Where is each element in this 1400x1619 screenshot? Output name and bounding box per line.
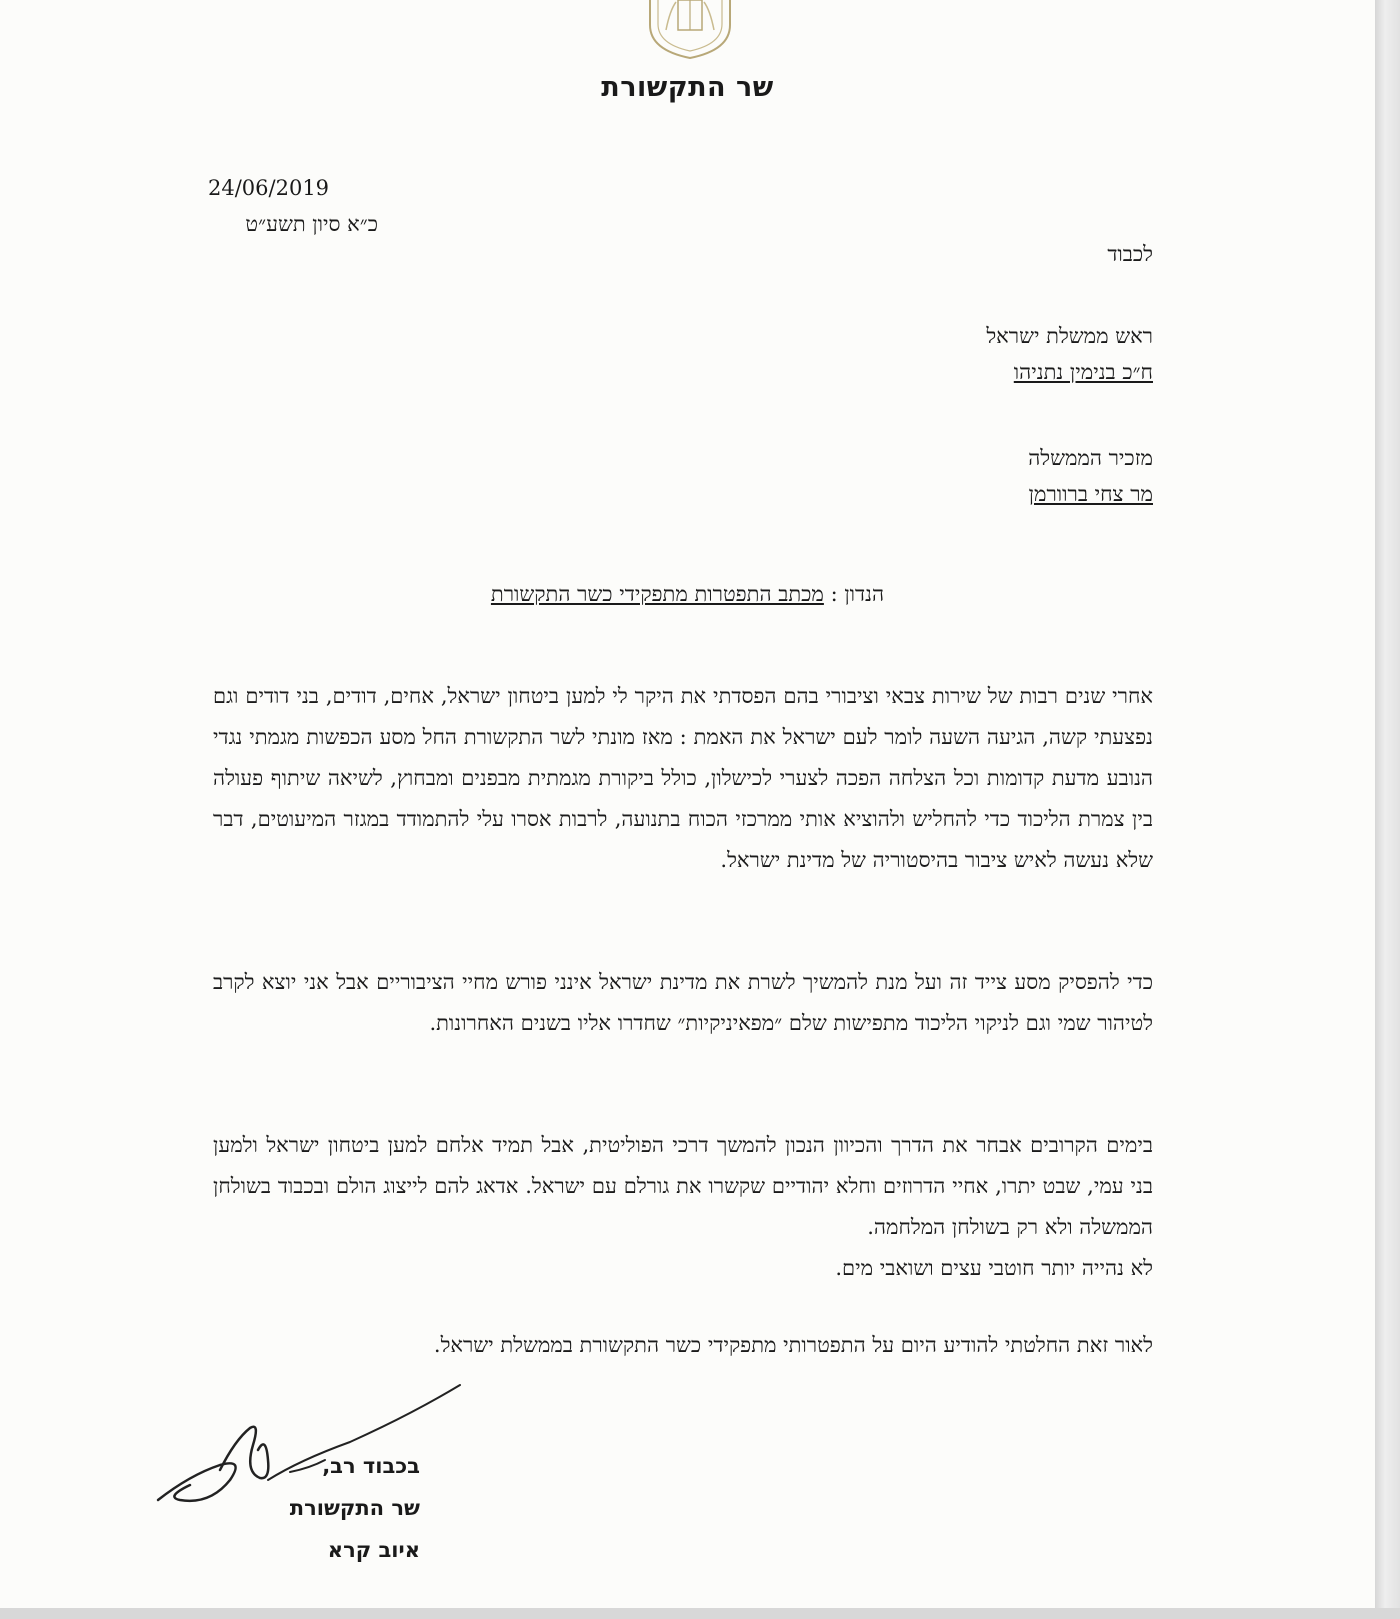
letterhead-title: שר התקשורת [601, 72, 774, 103]
closing-regards: בכבוד רב, [322, 1454, 420, 1478]
recipient-name: ח״כ בנימין נתניהו [1013, 360, 1153, 384]
recipient-1-block [553, 318, 1153, 390]
handwritten-signature [150, 1380, 480, 1520]
page-bottom-edge [0, 1608, 1400, 1619]
recipient-title: מזכיר הממשלה [1028, 446, 1153, 470]
body-paragraph: בימים הקרובים אבחר את הדרך והכיוון הנכון להמשך דרכי הפוליטית, אבל תמיד אלחם למען ביטחון ישראל ולמען בני עמי, שבט יתרו, אחיי הדרוזים וחלא יהודיים שקשרו את גורלם עם ישראל. אדאג להם לייצוג הולם ובכבוד בשולחן הממשלה ולא רק בשולחן המלחמה. לא נהייה יותר חוטבי עצים ושואבי מים. [213, 1133, 1153, 1280]
salutation: לכבוד [1107, 242, 1153, 266]
subject-line [0, 582, 1375, 607]
body-paragraph: לאור זאת החלטתי להודיע היום על התפטרותי מתפקידי כשר התקשורת בממשלת ישראל. [433, 1333, 1153, 1357]
recipient-name: מר צחי ברוורמן [1028, 482, 1153, 506]
gregorian-date: 24/06/2019 [208, 176, 330, 200]
body-paragraph: אחרי שנים רבות של שירות צבאי וציבורי בהם הפסדתי את היקר לי למען ביטחון ישראל, אחים, דודים, בני דודים וגם נפצעתי קשה, הגיעה השעה לומר לעם ישראל את האמת : מאז מונתי לשר התקשורת החל מסע הכפשות מגמתי נגדי הנובע מדעת קדומות וכל הצלחה הפכה לצערי לכישלון, כולל ביקורת מגמתית מבפנים ומבחוץ, לשיאה שיתוף פעולה בין צמרת הליכוד כדי להחליש ולהוציא אותי ממרכזי הכוח בתנועה, לרבות אסרו עלי להתמודד במגזר המיעוטים, דבר שלא נעשה לאיש ציבור בהיסטוריה של מדינת ישראל. [213, 684, 1153, 872]
page-right-edge [1375, 0, 1400, 1619]
hebrew-date: כ״א סיון תשע״ט [245, 212, 378, 236]
subject-text: מכתב התפטרות מתפקידי כשר התקשורת [490, 582, 824, 606]
date-block [208, 170, 378, 242]
state-emblem-icon [630, 0, 750, 60]
closing-role: שר התקשורת [289, 1496, 420, 1520]
closing-name: איוב קרא [327, 1538, 420, 1562]
subject-label: הנדון : [830, 582, 885, 606]
recipient-title: ראש ממשלת ישראל [986, 324, 1153, 348]
recipient-2-block [553, 440, 1153, 512]
body-paragraph: כדי להפסיק מסע צייד זה ועל מנת להמשיך לשרת את מדינת ישראל אינני פורש מחיי הציבוריים אבל אני יוצא לקרב לטיהור שמי וגם לניקוי הליכוד מתפישות שלם ״מפאיניקיות״ שחדרו אליו בשנים האחרונות. [213, 970, 1153, 1035]
